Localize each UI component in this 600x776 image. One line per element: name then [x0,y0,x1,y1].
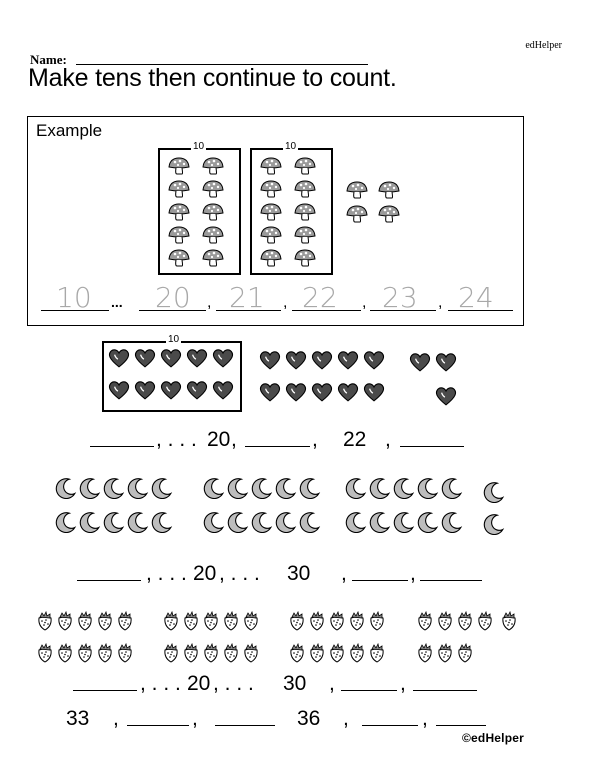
mushroom-group [258,156,328,273]
example-answer: 24 [458,281,494,314]
example-label: Example [36,121,103,140]
heart-group [259,349,389,414]
footer-brand: ©edHelper [462,731,524,745]
mushroom-loose [344,180,410,231]
sequence-number: 30 [283,672,307,695]
sequence-number: 20 [207,428,231,451]
sequence-number: 33 [66,707,90,730]
sequence-number: 30 [287,562,311,585]
page-title: Make tens then continue to count. [28,64,397,92]
group-label: 10 [285,141,297,152]
brand-text: edHelper [525,40,562,51]
sequence-number: 22 [343,428,367,451]
moon-group [55,477,505,540]
group-label: 10 [193,141,205,152]
heart-group [108,347,238,412]
example-answer: 22 [302,281,338,314]
example-answer: 23 [382,281,418,314]
sequence-number: 20 [193,562,217,585]
sequence-number: 36 [297,707,321,730]
example-answer: 21 [229,281,265,314]
name-label: Name: [30,52,67,67]
example-answer: 20 [155,281,191,314]
example-answer: 10 [56,281,92,314]
group-label: 10 [168,334,180,345]
mushroom-group [166,156,236,273]
sequence-number: 20 [187,672,211,695]
heart-loose [409,351,463,418]
ellipsis: ... [111,294,123,310]
strawberry-group [36,610,531,671]
